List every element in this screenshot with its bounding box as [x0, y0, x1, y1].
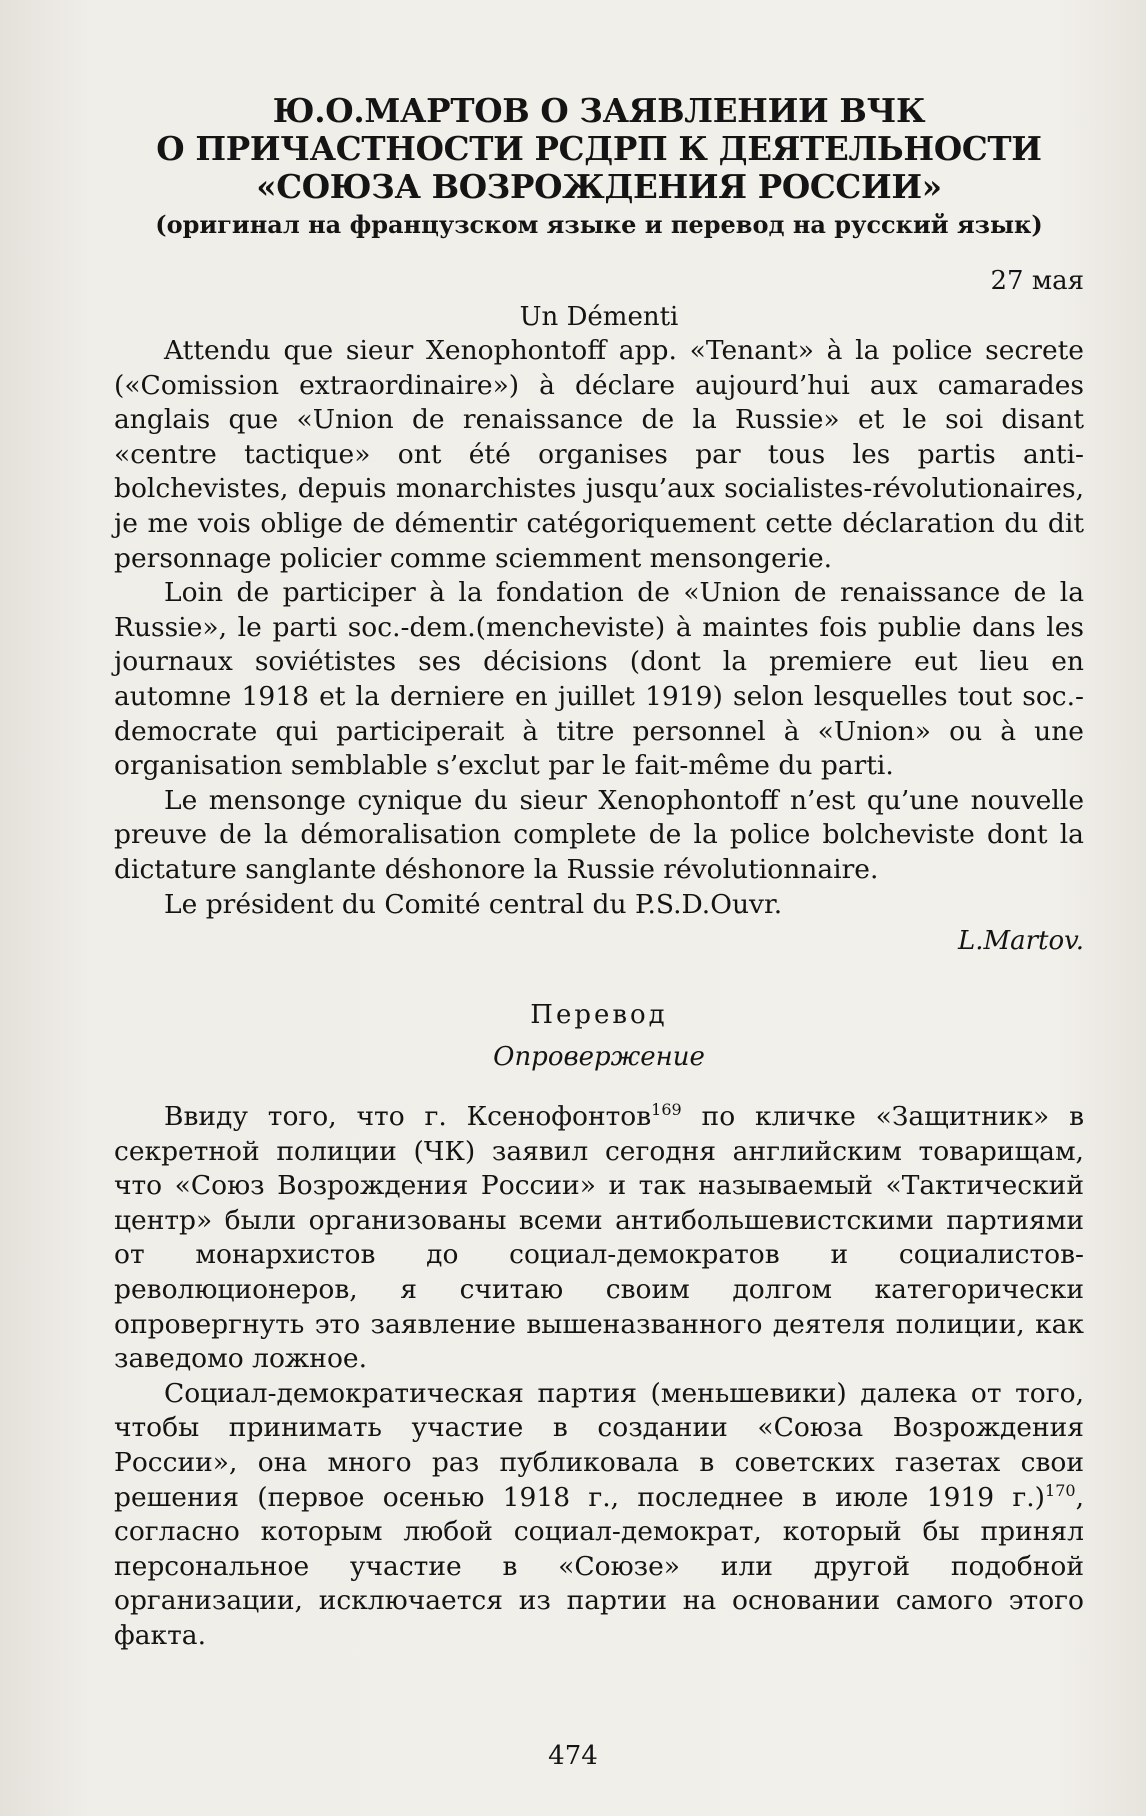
- french-paragraph-2: Loin de participer à la fondation de «Union de renaissance de la Russie», le parti soc.-dem.(mencheviste) à maintes fois publie dans les journaux soviétistes ses décisions (dont la premiere eut lieu en automne 1918 et la derniere en juillet 1919) selon lesquelles tout soc.-democrate qui participerait à titre personnel à «Union» ou à une organisation semblable s’exclut par le fait-même du parti.: [114, 577, 1084, 782]
- russian-paragraph-2-rest: , согласно которым любой социал-демократ, который бы принял персональное участие в «Союзе» или другой подобной организации, исключается из партии на основании самого этого факта.: [114, 1481, 1084, 1651]
- heading-line-1: Ю.О.МАРТОВ О ЗАЯВЛЕНИИ ВЧК: [272, 91, 926, 130]
- translation-title: Опровержение: [493, 1042, 705, 1073]
- russian-paragraph-1-rest: по кличке «Защитник» в секретной полиции (ЧК) заявил сегодня английским товарищам, что «Союз Возрождения России» и так называемый «Тактический центр» были организованы всеми антибольшевистскими партиями от монархистов до социал-демократов и социалистов-революционеров, я считаю своим долгом категорически опровергнуть это заявление вышеназванного деятеля полиции, как заведомо ложное.: [114, 1101, 1084, 1375]
- document-heading: [114, 92, 1084, 206]
- translation-label: Перевод: [530, 1000, 668, 1031]
- russian-paragraph-1: [114, 1100, 1084, 1377]
- russian-body: [114, 1100, 1084, 1654]
- french-signature: L.Martov.: [957, 926, 1084, 957]
- french-title: Un Démenti: [519, 302, 679, 332]
- french-paragraph-4: Le président du Comité central du P.S.D.Ouvr.: [164, 888, 783, 920]
- heading-line-2: О ПРИЧАСТНОСТИ РСДРП К ДЕЯТЕЛЬНОСТИ: [156, 129, 1042, 168]
- french-paragraph-1: Attendu que sieur Xenophontoff app. «Tenant» à la police secrete («Comission extraordinaire») à déclare aujourd’hui aux camarades anglais que «Union de renaissance de la Russie» et le soi disant «centre tactique» ont été organises par tous les partis anti-bolchevistes, depuis monarchistes jusqu’aux socialistes-révolutionaires, je me vois oblige de démentir catégoriquement cette déclaration du dit personnage policier comme sciemment mensongerie.: [114, 335, 1084, 574]
- french-body: [114, 334, 1084, 922]
- footnote-ref-170[interactable]: 170: [1045, 1480, 1076, 1500]
- heading-line-3: «СОЮЗА ВОЗРОЖДЕНИЯ РОССИИ»: [256, 167, 942, 206]
- french-paragraph-3: Le mensonge cynique du sieur Xenophontoff n’est qu’une nouvelle preuve de la démoralisation complete de la police bolcheviste dont la dictature sanglante déshonore la Russie révolutionnaire.: [114, 784, 1084, 885]
- page-number: 474: [548, 1741, 598, 1771]
- russian-paragraph-2: [114, 1377, 1084, 1654]
- document-subtitle: (оригинал на французском языке и перевод на русский язык): [155, 210, 1043, 239]
- russian-paragraph-2-start: Социал-демократическая партия (меньшевики) далека от того, чтобы принимать участие в создании «Союза Возрождения России», она много раз публиковала в советских газетах свои решения (первое осенью 1918 г., последнее в июле 1919 г.): [114, 1377, 1084, 1513]
- russian-paragraph-1-start: Ввиду того, что г. Ксенофонтов: [164, 1101, 652, 1133]
- document-date: 27 мая: [990, 266, 1084, 296]
- footnote-ref-169[interactable]: 169: [651, 1100, 682, 1120]
